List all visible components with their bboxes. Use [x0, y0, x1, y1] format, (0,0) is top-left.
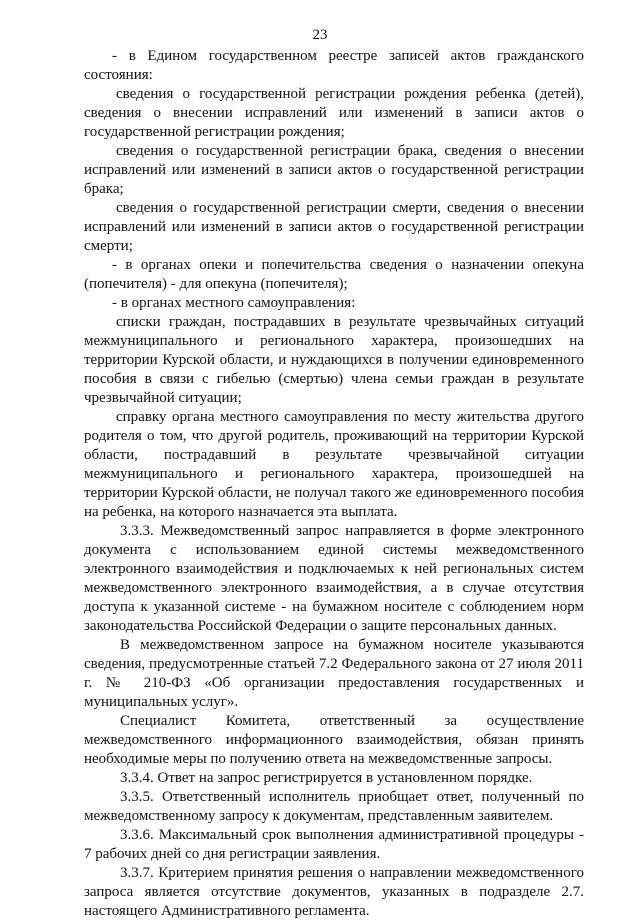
paragraph-birth-records: сведения о государственной регистрации рождения ребенка (детей), сведения о внесении исправлений или изменений в записи актов о государственной регистрации рождения; — [84, 86, 584, 140]
paragraph-victims-lists: списки граждан, пострадавших в результате чрезвычайных ситуаций межмуниципального и регионального характера, произошедших на территории Курской области, и нуждающихся в получении единовременного пособия в связи с гибелью (смертью) члена семьи граждан в результате чрезвычайной ситуации; — [84, 314, 584, 406]
paragraph-3-3-6: 3.3.6. Максимальный срок выполнения административной процедуры - 7 рабочих дней со дня регистрации заявления. — [84, 827, 584, 862]
paragraph-3-3-4: 3.3.4. Ответ на запрос регистрируется в установленном порядке. — [120, 770, 533, 786]
paragraph-guardianship: - в органах опеки и попечительства сведения о назначении опекуна (попечителя) - для опекуна (попечителя); — [84, 257, 584, 292]
paragraph-3-3-3: 3.3.3. Межведомственный запрос направляется в форме электронного документа с использованием единой системы межведомственного электронного взаимодействия и подключаемых к ней региональных систем межведомственного электронного взаимодействия, а в случае отсутствия доступа к указанной системе - на бумажном носителе с соблюдением норм законодательства Российской Федерации о защите персональных данных. — [84, 523, 584, 634]
paragraph-death-records: сведения о государственной регистрации смерти, сведения о внесении исправлений или изменений в записи актов о государственной регистрации смерти; — [84, 200, 584, 254]
paragraph-marriage-records: сведения о государственной регистрации брака, сведения о внесении исправлений или изменений в записи актов о государственной регистрации брака; — [84, 143, 584, 197]
paragraph-parent-certificate: справку органа местного самоуправления по месту жительства другого родителя о том, что другой родитель, проживающий на территории Курской области, пострадавший в результате чрезвычайной ситуации межмуниципального и регионального характера, произошедшей на территории Курской области, не получал такого же единовременного пособия на ребенка, на которого назначается эта выплата. — [84, 409, 584, 520]
page-number: 23 — [312, 27, 328, 43]
paragraph-3-3-7: 3.3.7. Критерием принятия решения о направлении межведомственного запроса является отсутствие документов, указанных в подразделе 2.7. настоящего Административного регламента. — [84, 865, 584, 919]
document-body — [84, 47, 584, 921]
paragraph-local-government: - в органах местного самоуправления: — [112, 295, 356, 311]
paragraph-specialist: Специалист Комитета, ответственный за осуществление межведомственного информационного взаимодействия, обязан принять необходимые меры по получению ответа на межведомственные запросы. — [84, 713, 584, 767]
paragraph-civil-registry: - в Едином государственном реестре записей актов гражданского состояния: — [84, 48, 584, 83]
paragraph-3-3-5: 3.3.5. Ответственный исполнитель приобщает ответ, полученный по межведомственному запросу к документам, представленным заявителем. — [84, 789, 584, 824]
paragraph-paper-request: В межведомственном запросе на бумажном носителе указываются сведения, предусмотренные статьей 7.2 Федерального закона от 27 июля 2011 г. № 210-ФЗ «Об организации предоставления государственных и муниципальных услуг». — [84, 637, 584, 710]
